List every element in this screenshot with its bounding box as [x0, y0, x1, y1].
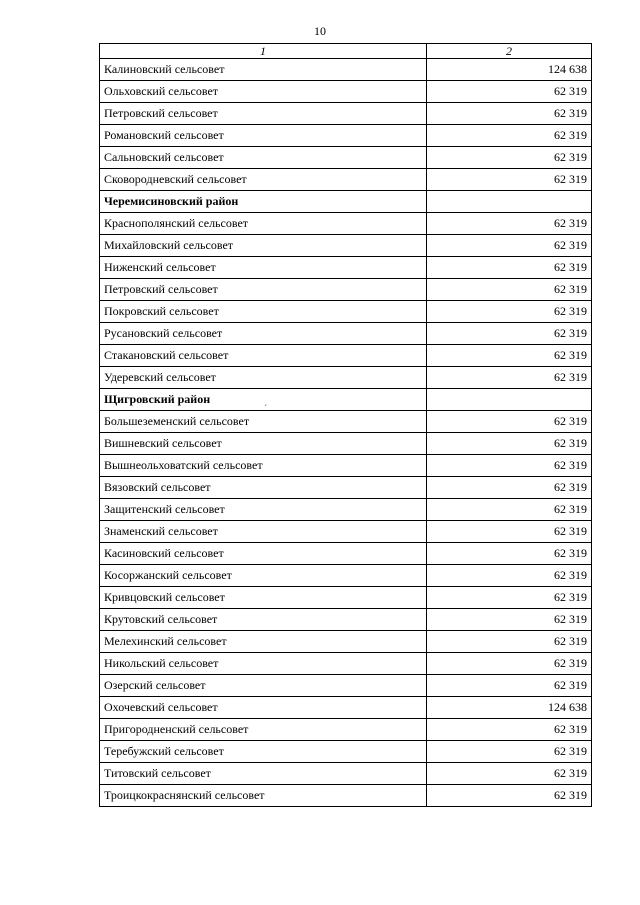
settlement-name: Никольский сельсовет — [100, 653, 427, 675]
table-row — [100, 59, 592, 81]
table-row — [100, 653, 592, 675]
table-row — [100, 147, 592, 169]
settlement-name: Петровский сельсовет — [100, 279, 427, 301]
table-row — [100, 367, 592, 389]
settlement-name: Озерский сельсовет — [100, 675, 427, 697]
amount-cell: 62 319 — [427, 169, 592, 191]
table-row — [100, 455, 592, 477]
amount-cell: 62 319 — [427, 477, 592, 499]
district-row — [100, 389, 592, 411]
amount-cell: 62 319 — [427, 125, 592, 147]
amount-cell: 62 319 — [427, 81, 592, 103]
amount-cell — [427, 389, 592, 411]
amount-cell — [427, 191, 592, 213]
table-row — [100, 257, 592, 279]
table-row — [100, 345, 592, 367]
amount-cell: 62 319 — [427, 235, 592, 257]
table-row — [100, 235, 592, 257]
amount-cell: 62 319 — [427, 653, 592, 675]
settlement-name: Сковородневский сельсовет — [100, 169, 427, 191]
page-number: 10 — [314, 24, 326, 38]
district-row — [100, 191, 592, 213]
amount-cell: 62 319 — [427, 345, 592, 367]
settlement-name: Мелехинский сельсовет — [100, 631, 427, 653]
amount-cell: 62 319 — [427, 279, 592, 301]
table-row — [100, 169, 592, 191]
table-row — [100, 477, 592, 499]
table-row — [100, 565, 592, 587]
settlement-name: Пригородненский сельсовет — [100, 719, 427, 741]
settlement-name: Михайловский сельсовет — [100, 235, 427, 257]
settlement-name: Крутовский сельсовет — [100, 609, 427, 631]
amount-cell: 62 319 — [427, 147, 592, 169]
table-header-row — [100, 44, 592, 59]
amount-cell: 124 638 — [427, 697, 592, 719]
settlement-name: Русановский сельсовет — [100, 323, 427, 345]
amount-cell: 62 319 — [427, 675, 592, 697]
table-row — [100, 411, 592, 433]
table-row — [100, 785, 592, 807]
settlement-name: Удеревский сельсовет — [100, 367, 427, 389]
amount-cell: 62 319 — [427, 609, 592, 631]
settlement-name: Ниженский сельсовет — [100, 257, 427, 279]
amount-cell: 62 319 — [427, 103, 592, 125]
amount-cell: 62 319 — [427, 213, 592, 235]
table-row — [100, 499, 592, 521]
amount-cell: 62 319 — [427, 323, 592, 345]
settlement-name: Знаменский сельсовет — [100, 521, 427, 543]
settlement-name: Большеземенский сельсовет — [100, 411, 427, 433]
table-row — [100, 741, 592, 763]
table-row — [100, 631, 592, 653]
settlement-name: Вишневский сельсовет — [100, 433, 427, 455]
amount-cell: 62 319 — [427, 631, 592, 653]
column-header-1: 1 — [100, 44, 427, 59]
amount-cell: 62 319 — [427, 565, 592, 587]
table-row — [100, 103, 592, 125]
amount-cell: 62 319 — [427, 257, 592, 279]
amount-cell: 124 638 — [427, 59, 592, 81]
stray-mark: ˊ — [264, 404, 268, 415]
settlement-name: Кривцовский сельсовет — [100, 587, 427, 609]
amount-cell: 62 319 — [427, 367, 592, 389]
amount-cell: 62 319 — [427, 521, 592, 543]
settlement-name: Стакановский сельсовет — [100, 345, 427, 367]
settlement-name: Покровский сельсовет — [100, 301, 427, 323]
settlement-name: Калиновский сельсовет — [100, 59, 427, 81]
amount-cell: 62 319 — [427, 763, 592, 785]
settlement-name: Вышнеольховатский сельсовет — [100, 455, 427, 477]
settlement-name: Романовский сельсовет — [100, 125, 427, 147]
settlement-name: Защитенский сельсовет — [100, 499, 427, 521]
amount-cell: 62 319 — [427, 301, 592, 323]
settlement-name: Вязовский сельсовет — [100, 477, 427, 499]
table-row — [100, 521, 592, 543]
amount-cell: 62 319 — [427, 543, 592, 565]
table-row — [100, 301, 592, 323]
table-row — [100, 279, 592, 301]
district-name: Черемисиновский район — [100, 191, 427, 213]
settlement-name: Теребужский сельсовет — [100, 741, 427, 763]
amount-cell: 62 319 — [427, 455, 592, 477]
table-row — [100, 125, 592, 147]
settlement-name: Ольховский сельсовет — [100, 81, 427, 103]
table-row — [100, 433, 592, 455]
settlement-name: Охочевский сельсовет — [100, 697, 427, 719]
settlement-name: Троицкокраснянский сельсовет — [100, 785, 427, 807]
table-row — [100, 675, 592, 697]
table-row — [100, 213, 592, 235]
table-row — [100, 697, 592, 719]
data-table — [99, 43, 592, 807]
amount-cell: 62 319 — [427, 433, 592, 455]
amount-cell: 62 319 — [427, 785, 592, 807]
settlement-name: Петровский сельсовет — [100, 103, 427, 125]
table-row — [100, 719, 592, 741]
amount-cell: 62 319 — [427, 719, 592, 741]
settlement-name: Титовский сельсовет — [100, 763, 427, 785]
table-row — [100, 609, 592, 631]
table-row — [100, 323, 592, 345]
settlement-name: Краснополянский сельсовет — [100, 213, 427, 235]
amount-cell: 62 319 — [427, 411, 592, 433]
settlement-name: Косоржанский сельсовет — [100, 565, 427, 587]
column-header-2: 2 — [427, 44, 592, 59]
table-row — [100, 543, 592, 565]
table-row — [100, 81, 592, 103]
table-row — [100, 763, 592, 785]
settlement-name: Касиновский сельсовет — [100, 543, 427, 565]
amount-cell: 62 319 — [427, 587, 592, 609]
amount-cell: 62 319 — [427, 499, 592, 521]
amount-cell: 62 319 — [427, 741, 592, 763]
district-name: Щигровский район — [100, 389, 427, 411]
table-row — [100, 587, 592, 609]
table-body — [100, 59, 592, 807]
settlement-name: Сальновский сельсовет — [100, 147, 427, 169]
